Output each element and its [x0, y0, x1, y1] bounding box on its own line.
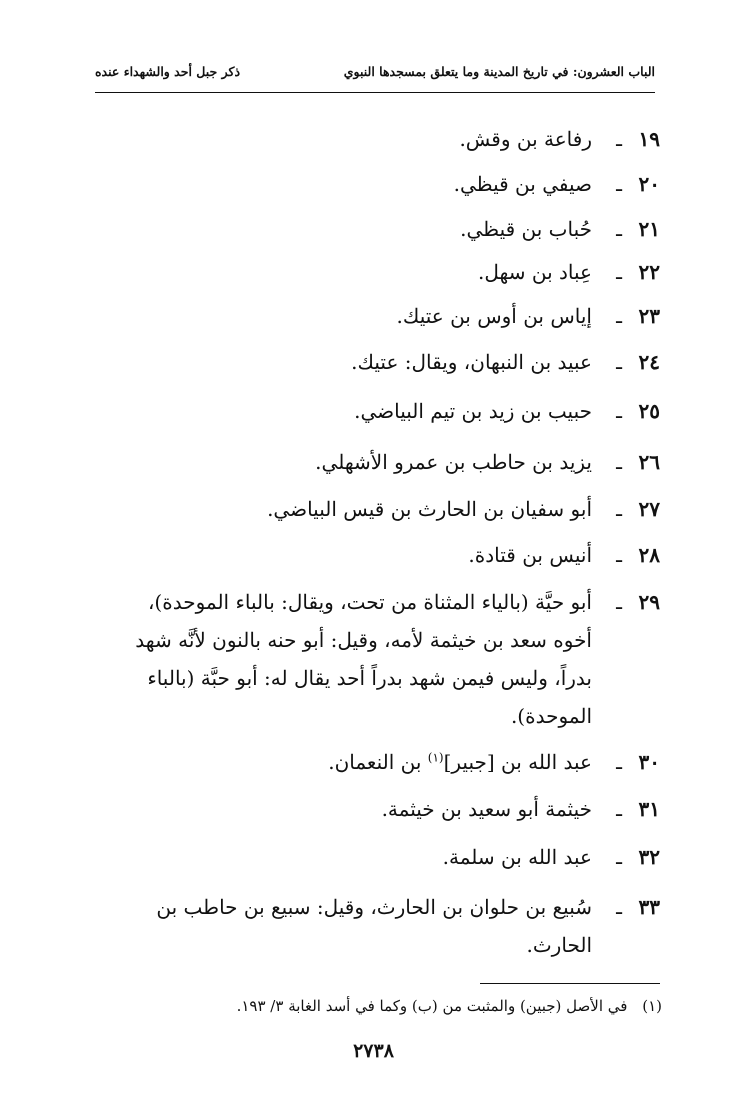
- item-text-line: بدراً، وليس فيمن شهد بدراً أحد يقال له: أبو حبَّة (بالباء: [147, 666, 592, 690]
- item-dash: ـ: [616, 127, 622, 151]
- item-dash: ـ: [616, 895, 622, 919]
- item-text: إياس بن أوس بن عتيك.: [396, 304, 592, 328]
- item-dash: ـ: [616, 304, 622, 328]
- item-dash: ـ: [616, 350, 622, 374]
- footnote-reference[interactable]: (١): [427, 750, 444, 765]
- item-text: عبد الله بن سلمة.: [442, 845, 592, 869]
- item-text-end: بن النعمان.: [328, 750, 428, 774]
- item-number: ٢٨: [638, 543, 660, 567]
- item-number: ٢٩: [638, 590, 660, 614]
- page-number: ٢٧٣٨: [353, 1040, 394, 1062]
- chapter-title: الباب العشرون: في تاريخ المدينة وما يتعلق بمسجدها النبوي: [343, 64, 655, 79]
- item-dash: ـ: [616, 845, 622, 869]
- footnote: [102, 995, 662, 1017]
- item-text: أبو سفيان بن الحارث بن قيس البياضي.: [267, 497, 592, 521]
- item-number: ٢٦: [638, 450, 660, 474]
- item-text: رفاعة بن وقش.: [459, 127, 592, 151]
- item-text-line: أخوه سعد بن خيثمة لأمه، وقيل: أبو حنه بالنون لأنَّه شهد: [135, 628, 592, 652]
- item-text: يزيد بن حاطب بن عمرو الأشهلي.: [315, 450, 592, 474]
- footnote-mark: (١): [642, 997, 662, 1015]
- item-text-line: الحارث.: [526, 933, 592, 957]
- item-number: ٣٢: [638, 845, 660, 869]
- item-dash: ـ: [616, 399, 622, 423]
- item-number: ٣٠: [638, 750, 660, 774]
- item-dash: ـ: [616, 497, 622, 521]
- item-dash: ـ: [616, 543, 622, 567]
- item-dash: ـ: [616, 260, 622, 284]
- item-text-line: سُبيع بن حلوان بن الحارث، وقيل: سبيع بن حاطب بن: [156, 895, 592, 919]
- item-number: ٢٣: [638, 304, 660, 328]
- item-dash: ـ: [616, 450, 622, 474]
- item-number: ٢٥: [638, 399, 660, 423]
- footnote-text: في الأصل (جبين) والمثبت من (ب) وكما في أسد الغابة ٣/ ١٩٣.: [236, 997, 628, 1015]
- section-title: ذكر جبل أحد والشهداء عنده: [95, 64, 241, 79]
- item-number: ٢١: [638, 217, 660, 241]
- item-dash: ـ: [616, 797, 622, 821]
- item-dash: ـ: [616, 172, 622, 196]
- item-text: خيثمة أبو سعيد بن خيثمة.: [381, 797, 592, 821]
- item-text-line: الموحدة).: [510, 704, 592, 728]
- item-text: صيفي بن قيظي.: [453, 172, 592, 196]
- item-text: أنيس بن قتادة.: [468, 543, 592, 567]
- item-number: ٣٣: [638, 895, 660, 919]
- item-number: ٢٠: [638, 172, 660, 196]
- item-text: عبيد بن النبهان، ويقال: عتيك.: [351, 350, 592, 374]
- item-dash: ـ: [616, 750, 622, 774]
- item-dash: ـ: [616, 217, 622, 241]
- header-rule: [95, 92, 655, 93]
- item-text-start: عبد الله بن [جبير]: [443, 750, 592, 774]
- running-head: [95, 60, 655, 84]
- item-text: [100, 743, 592, 781]
- item-text: حبيب بن زيد بن تيم البياضي.: [354, 399, 592, 423]
- item-text: حُباب بن قيظي.: [460, 217, 592, 241]
- item-number: ١٩: [638, 127, 660, 151]
- footnote-rule: [480, 983, 660, 984]
- item-number: ٢٧: [638, 497, 660, 521]
- item-text-line: أبو حيَّة (بالياء المثناة من تحت، ويقال: بالباء الموحدة)،: [147, 590, 592, 614]
- item-number: ٢٢: [638, 260, 660, 284]
- item-dash: ـ: [616, 590, 622, 614]
- item-number: ٣١: [638, 797, 660, 821]
- item-text: عِباد بن سهل.: [478, 260, 592, 284]
- item-number: ٢٤: [638, 350, 660, 374]
